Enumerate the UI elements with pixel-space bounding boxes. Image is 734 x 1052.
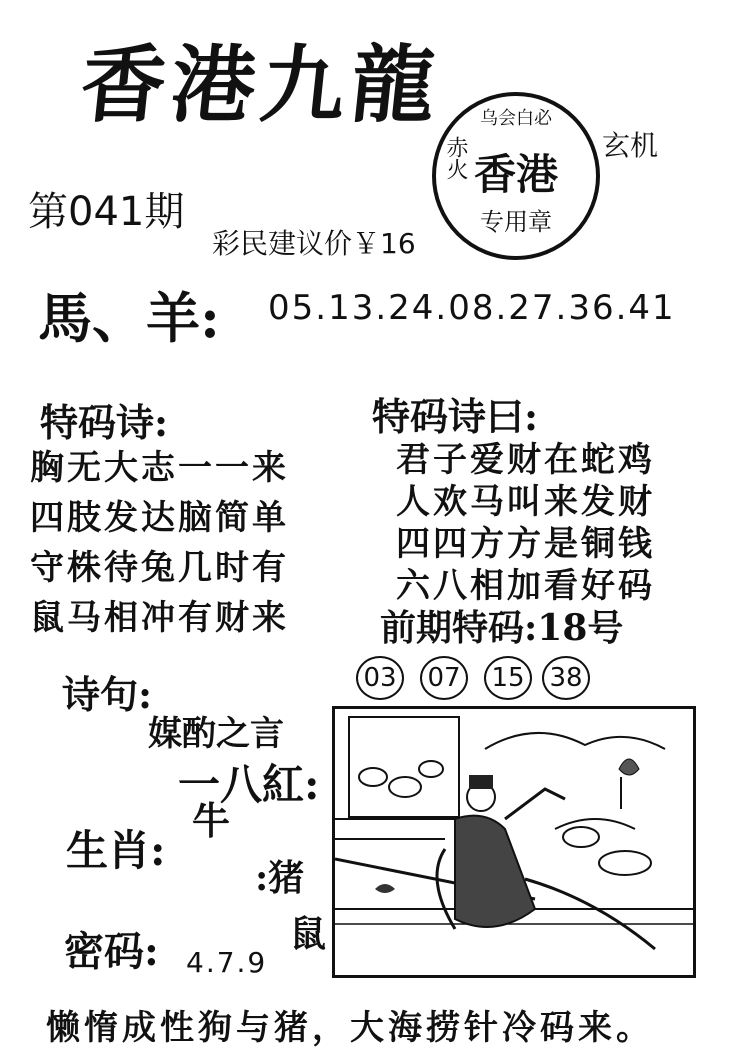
secret-code-label: 密码: [64, 928, 159, 975]
poem-left-line: 胸无大志一一来 [30, 448, 289, 488]
main-numbers: 05.13.24.08.27.36.41 [268, 288, 676, 328]
phrase-text: 媒酌之言 [148, 714, 284, 754]
phrase-label: 诗句: [62, 672, 153, 717]
circled-number: 03 [356, 656, 404, 700]
seal-stamp [432, 92, 600, 260]
seal-bottom-text: 专用章 [480, 208, 552, 236]
footer-slogan: 懒惰成性狗与猪，大海捞针冷码来。 [46, 1008, 654, 1048]
previous-special-number: 前期特码:18号 [380, 607, 624, 649]
seal-left-text: 赤火 [443, 136, 468, 180]
zodiac-item: :猪 [255, 857, 305, 899]
poem-right-line: 四四方方是铜钱 [396, 524, 655, 564]
poem-right-line: 六八相加看好码 [396, 566, 655, 606]
circled-number: 38 [542, 656, 590, 700]
zodiac-item: 牛 [192, 798, 231, 843]
poem-left-line: 守株待兔几时有 [30, 548, 289, 588]
seal-side-text: 玄机 [602, 129, 659, 162]
seal-center-text: 香港 [473, 150, 558, 199]
circled-number: 07 [420, 656, 468, 700]
scholar-illustration [332, 706, 696, 978]
circled-number: 15 [484, 656, 532, 700]
poem-right-line: 人欢马叫来发财 [396, 482, 655, 522]
issue-number: 第041期 [28, 189, 185, 235]
phrase-line2: 一八紅: [178, 760, 320, 809]
poem-right-line: 君子爱财在蛇鸡 [396, 440, 655, 480]
zodiac-item: 鼠 [290, 913, 327, 955]
poem-left-title: 特码诗: [40, 400, 169, 445]
seal-top-text: 乌会白必 [480, 108, 552, 129]
illustration-drawing [335, 709, 693, 975]
poem-left-line: 鼠马相冲有财来 [30, 598, 289, 638]
suggested-price: 彩民建议价￥16 [212, 227, 416, 260]
poem-right-title: 特码诗曰: [372, 394, 539, 439]
main-zodiac: 馬、羊: [38, 286, 220, 350]
page-title: 香港九龍 [76, 35, 447, 134]
poem-left-line: 四肢发达脑简单 [30, 498, 289, 538]
zodiac-label: 生肖: [66, 826, 166, 875]
secret-code-value: 4.7.9 [186, 946, 268, 979]
